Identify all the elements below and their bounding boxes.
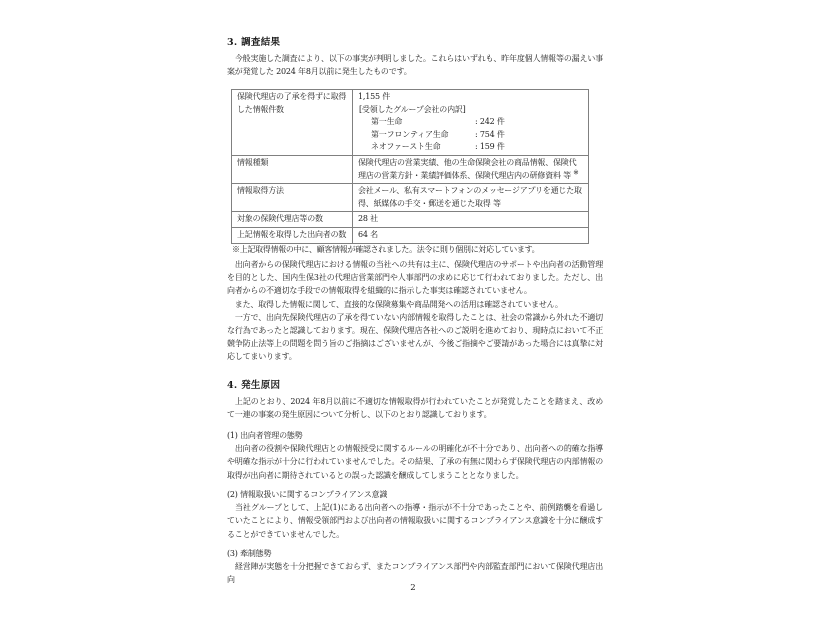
company-name: 第一生命: [371, 117, 403, 127]
paragraph: また、取得した情報に関して、直接的な保険募集や商品開発への活用は確認されていません。: [227, 299, 563, 309]
breakdown-item: [358, 116, 583, 129]
cause-item-1: [227, 429, 603, 482]
investigation-results-table: [231, 89, 589, 244]
table-row: [232, 155, 589, 183]
row-value: 会社メール、私有スマートフォンのメッセージアプリを通じた取得、紙媒体の手交・郵送を通じた取得 等: [353, 184, 589, 212]
section-4-intro: 上記のとおり、2024 年8月以前に不適切な情報取得が行われていたことが発覚したことを踏まえ、改めて一連の事案の発生原因について分析し、以下のとおり認識しております。: [227, 397, 603, 420]
cause-item-body: 当社グループとして、上記(1)にある出向者への指導・指示が不十分であったことや、前例踏襲を看過していたことにより、情報受領部門および出向者の情報取扱いに関するコンプライアンス意識を十分に醸成することができていませんでした。: [227, 503, 603, 539]
row-label: 上記情報を取得した出向者の数: [232, 227, 353, 243]
page-number: 2: [410, 583, 416, 593]
paragraph: 一方で、出向先保険代理店の了承を得ていない内部情報を取得したことは、社会の常識から外れた不適切な行為であったと認識しております。現在、保険代理店各社へのご説明を進めており、現時点において不正競争防止法等上の問題を問う旨のご指摘はございませんが、今後ご指摘やご要請があった場合には真摯に対応してまいります。: [227, 312, 603, 362]
cause-item-body: 経営陣が実態を十分把握できておらず、またコンプライアンス部門や内部監査部門において保険代理店出向: [227, 562, 603, 585]
section-3-heading: 3. 調査結果: [227, 37, 281, 48]
row-label: 保険代理店の了承を得ずに取得した情報件数: [232, 90, 353, 156]
company-count: : 754 件: [475, 129, 505, 139]
section-3-intro: 今般実施した調査により、以下の事実が判明しました。これらはいずれも、昨年度個人情報等の漏えい事案が発覚した 2024 年8月以前に発生したものです。: [227, 54, 603, 77]
cause-item-title: (3) 牽制態勢: [227, 549, 272, 558]
table-row: [232, 212, 589, 228]
table-row: [232, 227, 589, 243]
company-name: ネオファースト生命: [371, 142, 441, 152]
row-value: 28 社: [353, 212, 589, 228]
row-label: 対象の保険代理店等の数: [232, 212, 353, 228]
section-3-body: [227, 258, 603, 364]
row-value-text: 保険代理店の営業実績、他の生命保険会社の商品情報、保険代理店の営業方針・業績評価体系、保険代理店内の研修資料 等: [358, 157, 577, 180]
breakdown-header: [受領したグループ会社の内訳]: [359, 104, 466, 114]
company-count: : 159 件: [475, 142, 505, 152]
total-count: 1,155 件: [358, 92, 391, 101]
cause-item-2: [227, 488, 603, 541]
table-row: [232, 90, 589, 156]
company-name: 第一フロンティア生命: [371, 129, 449, 139]
row-value: [353, 155, 589, 183]
breakdown-item: [358, 129, 583, 142]
cause-item-title: (1) 出向者管理の態勢: [227, 431, 303, 440]
cause-item-title: (2) 情報取扱いに関するコンプライアンス意識: [227, 490, 388, 499]
table-row: [232, 184, 589, 212]
breakdown-item: [358, 141, 583, 154]
footnote-mark: ※: [573, 167, 579, 176]
row-value: 64 名: [353, 227, 589, 243]
section-4-heading: 4. 発生原因: [227, 380, 281, 391]
cause-item-body: 出向者の役割や保険代理店との情報授受に関するルールの明確化が不十分であり、出向者への的確な指導や明確な指示が十分に行われていませんでした。その結果、了承の有無に関わらず保険代理店の内部情報の取得が出向者に期待されているとの誤った認識を醸成してしまうこととなりました。: [227, 444, 603, 480]
company-count: : 242 件: [475, 117, 505, 127]
row-value: [353, 90, 589, 156]
paragraph: 出向者からの保険代理店における情報の当社への共有は主に、保険代理店のサポートや出向者の活動管理を目的とした、国内生保3社の代理店営業部門や人事部門の求めに応じて行われておりました。ただし、出向者からの不適切な手段での情報取得を組織的に指示した事実は確認されていません。: [227, 260, 603, 296]
row-label: 情報種類: [232, 155, 353, 183]
row-label: 情報取得方法: [232, 184, 353, 212]
cause-item-3: [227, 547, 603, 587]
table-footnote: ※上記取得情報の中に、顧客情報が確認されました。法令に則り個別に対応しています。: [232, 245, 540, 254]
